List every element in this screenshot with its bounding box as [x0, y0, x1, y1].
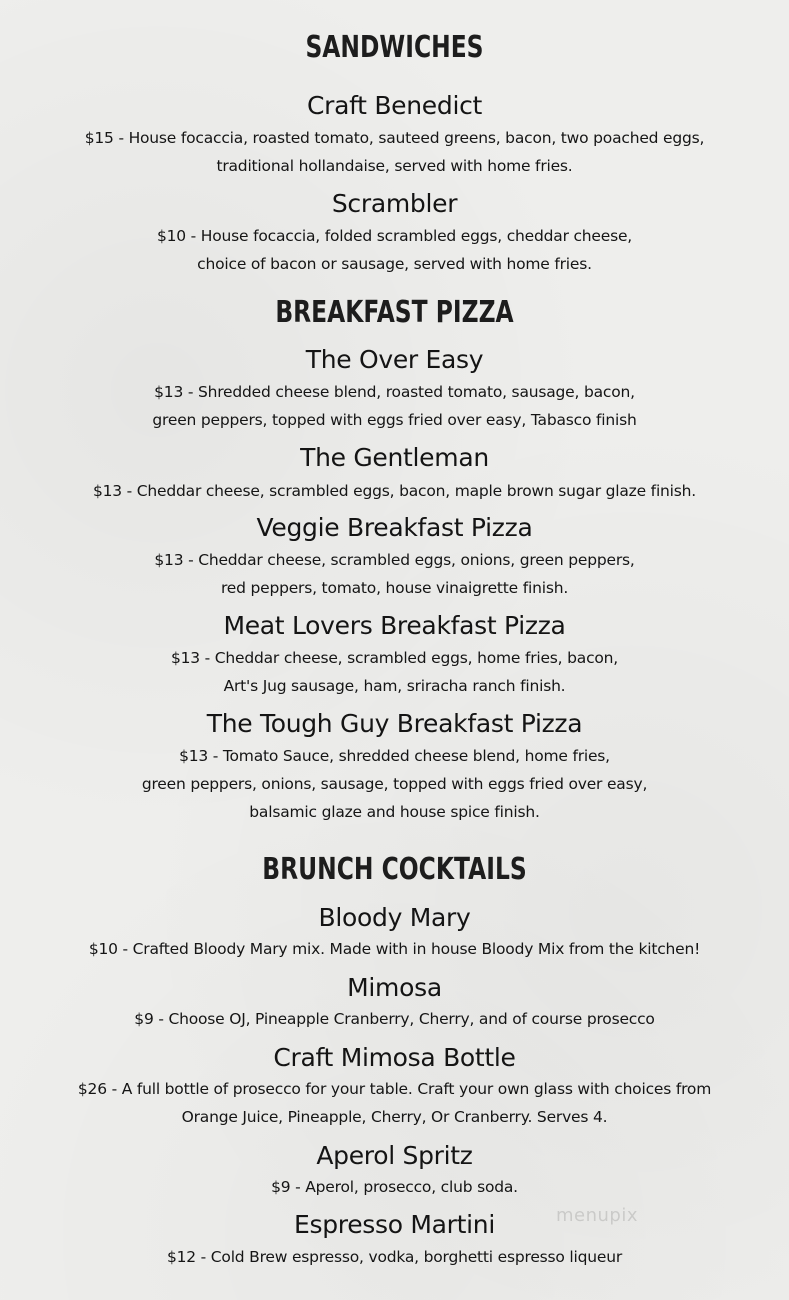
item-name: Craft Mimosa Bottle: [273, 1043, 516, 1072]
description-line: $13 - Tomato Sauce, shredded cheese blend, home fries,: [179, 747, 610, 765]
description-line: $26 - A full bottle of prosecco for your table. Craft your own glass with choices from: [77, 1080, 712, 1098]
section-heading-breakfast-pizza: BREAKFAST PIZZA: [275, 295, 514, 330]
item-name: Bloody Mary: [318, 903, 471, 932]
item-name: The Over Easy: [305, 345, 484, 374]
item-name: Scrambler: [331, 189, 458, 218]
description-line: red peppers, tomato, house vinaigrette finish.: [220, 579, 569, 597]
item-description: [20, 1243, 769, 1271]
item-description: [20, 1075, 769, 1131]
watermark: menupix: [556, 1205, 639, 1226]
description-line: $13 - Cheddar cheese, scrambled eggs, home fries, bacon,: [170, 649, 619, 667]
description-line: $12 - Cold Brew espresso, vodka, borghetti espresso liqueur: [166, 1248, 623, 1266]
description-line: $10 - House focaccia, folded scrambled eggs, cheddar cheese,: [156, 227, 633, 245]
item-description: [20, 742, 769, 826]
description-line: balsamic glaze and house spice finish.: [249, 803, 540, 821]
item-description: [20, 222, 769, 278]
item-description: [20, 546, 769, 602]
item-description: [20, 1005, 769, 1033]
item-name: Mimosa: [347, 973, 442, 1002]
section-heading-brunch-cocktails: BRUNCH COCKTAILS: [262, 852, 527, 887]
item-name: The Gentleman: [300, 443, 489, 472]
description-line: Art's Jug sausage, ham, sriracha ranch finish.: [223, 677, 566, 695]
description-line: $10 - Crafted Bloody Mary mix. Made with in house Bloody Mix from the kitchen!: [88, 940, 701, 958]
item-name: Veggie Breakfast Pizza: [256, 513, 533, 542]
item-name: Espresso Martini: [294, 1210, 495, 1239]
description-line: green peppers, topped with eggs fried over easy, Tabasco finish: [152, 411, 637, 429]
description-line: choice of bacon or sausage, served with home fries.: [197, 255, 592, 273]
section-heading-sandwiches: SANDWICHES: [305, 30, 484, 65]
item-name: Craft Benedict: [306, 91, 483, 120]
item-description: [20, 477, 769, 505]
description-line: $13 - Cheddar cheese, scrambled eggs, bacon, maple brown sugar glaze finish.: [92, 482, 697, 500]
item-name: Aperol Spritz: [316, 1141, 473, 1170]
description-line: $9 - Aperol, prosecco, club soda.: [271, 1178, 518, 1196]
item-description: [20, 124, 769, 180]
item-name: The Tough Guy Breakfast Pizza: [206, 709, 583, 738]
item-description: [20, 644, 769, 700]
description-line: $15 - House focaccia, roasted tomato, sauteed greens, bacon, two poached eggs,: [84, 129, 705, 147]
description-line: $13 - Shredded cheese blend, roasted tomato, sausage, bacon,: [154, 383, 635, 401]
item-name: Meat Lovers Breakfast Pizza: [223, 611, 566, 640]
description-line: traditional hollandaise, served with home fries.: [216, 157, 573, 175]
item-description: [20, 1173, 769, 1201]
item-description: [20, 935, 769, 963]
description-line: green peppers, onions, sausage, topped with eggs fried over easy,: [141, 775, 648, 793]
item-description: [20, 378, 769, 434]
description-line: Orange Juice, Pineapple, Cherry, Or Cranberry. Serves 4.: [181, 1108, 608, 1126]
description-line: $9 - Choose OJ, Pineapple Cranberry, Cherry, and of course prosecco: [134, 1010, 655, 1028]
description-line: $13 - Cheddar cheese, scrambled eggs, onions, green peppers,: [154, 551, 635, 569]
